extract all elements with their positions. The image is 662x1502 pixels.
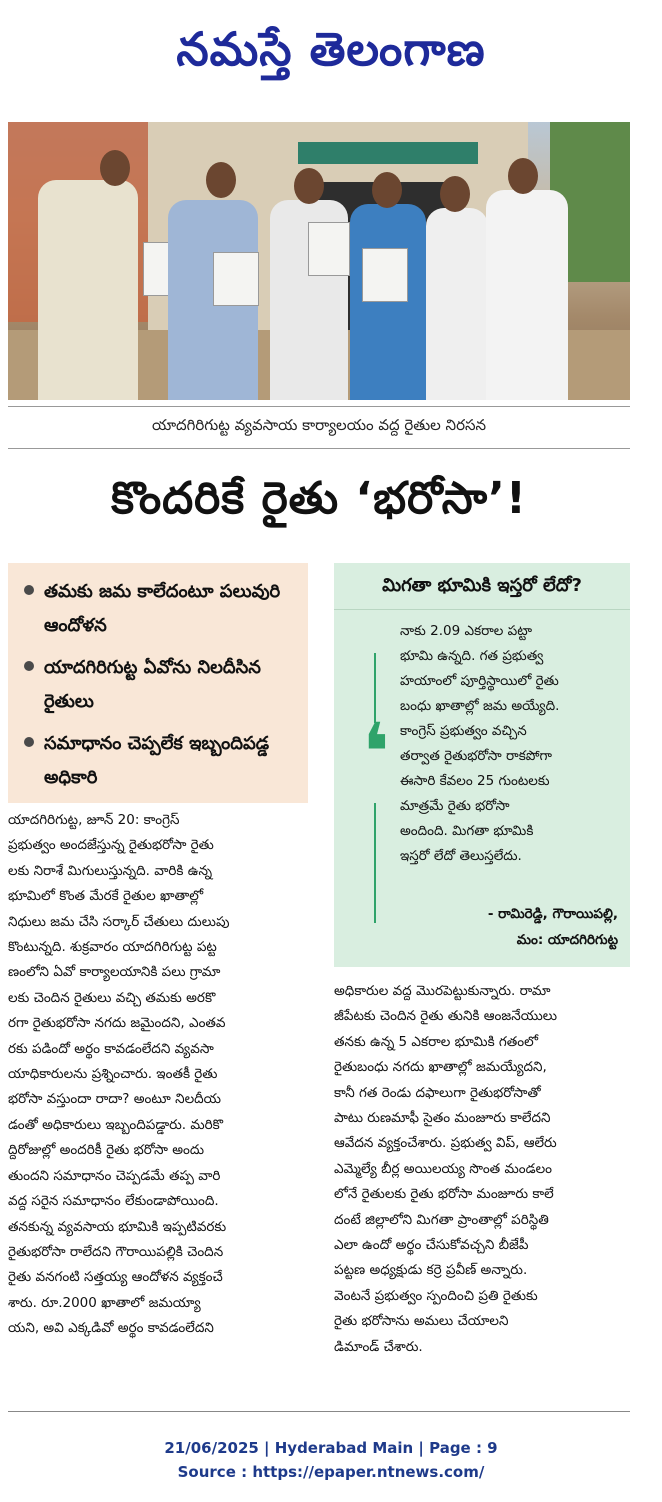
article-line: రైతు భరోసాను అమలు చేయాలని [334, 1313, 509, 1330]
article-line: లకు నిరాశే మిగులుస్తున్నది. వారికి ఉన్న [8, 862, 212, 879]
person-figure [38, 180, 138, 400]
bullet-icon [24, 585, 34, 595]
article-line: యని, అవి ఎక్కడివో అర్థం కావడంలేదని [8, 1320, 214, 1337]
article-line: రగా రైతుభరోసా నగదు జమైందని, ఎంతవ [8, 1015, 226, 1032]
article-line: రైతుబంధు నగదు ఖాతాల్లో జమయ్యేదని, [334, 1059, 547, 1076]
article-line: ప్రభుత్వం అందజేస్తున్న రైతుభరోసా రైతు [8, 837, 214, 854]
article-line: ఎలా ఉందో అర్థం చేసుకోవచ్చని బీజేపీ [334, 1237, 529, 1254]
article-line: శారు. రూ.2000 ఖాతాలో జమయ్యా [8, 1294, 201, 1311]
article-line: లోనే రైతులకు రైతు భరోసా మంజూరు కాలే [334, 1186, 554, 1203]
sidebar-line: కాంగ్రెస్ ప్రభుత్వం వచ్చిన [400, 723, 527, 739]
bullet-icon [24, 737, 34, 747]
person-figure [486, 190, 568, 400]
article-line: రైతుభరోసా రాలేదని గౌరాయిపల్లికి చెందిన [8, 1243, 224, 1260]
sidebar-line: భూమి ఉన్నది. గత ప్రభుత్వ [400, 648, 544, 664]
footer-rule [8, 1411, 630, 1412]
news-photo [8, 122, 630, 400]
person-figure [350, 204, 426, 400]
article-line: వద్ద సరైన సమాధానం లేకుండాపోయింది. [8, 1193, 219, 1210]
article-line: ఎమ్మెల్యే బీర్ల అయిలయ్య సొంత మండలం [334, 1160, 552, 1177]
article-line: ఆవేదన వ్యక్తంచేశారు. ప్రభుత్వ విప్, ఆలేరు [334, 1135, 557, 1152]
sidebar-line: ఈసారి కేవలం 25 గుంటలకు [400, 773, 550, 789]
article-line: పాటు రుణమాఫీ సైతం మంజూరు కాలేదని [334, 1110, 551, 1127]
article-line: డంతో అధికారులు ఇబ్బందిపడ్డారు. మరికొ [8, 1116, 224, 1133]
document-paper [308, 222, 350, 276]
article-line: యాధికారులను ప్రశ్నించారు. ఇంతకీ రైతు [8, 1066, 218, 1083]
bullet-icon [24, 661, 34, 671]
article-line: ణంలోని ఏవో కార్యాలయానికి పలు గ్రామా [8, 964, 221, 981]
signature-name: - రామిరెడ్డి, గౌరాయిపల్లి, [487, 906, 618, 922]
highlights-box [8, 563, 308, 803]
sidebar-line: తర్వాత రైతుభరోసా రాకపోగా [400, 748, 552, 764]
article-line: డిమాండ్ చేశారు. [334, 1338, 423, 1355]
quote-sidebar [334, 563, 630, 967]
sidebar-signature [368, 901, 618, 953]
footer-source: Source : https://epaper.ntnews.com/ [177, 1463, 485, 1481]
signature-place: మం: యాదగిరిగుట్ట [516, 932, 618, 948]
article-column-left [8, 808, 310, 1342]
page-footer [0, 1436, 662, 1484]
sidebar-line: ఇస్తరో లేదో తెలుస్తలేదు. [400, 848, 522, 864]
sidebar-line: మాత్రమే రైతు భరోసా [400, 798, 510, 814]
article-line: తుందని సమాధానం చెప్పడమే తప్ప వారి [8, 1167, 221, 1184]
quote-icon: ❛ [362, 706, 390, 799]
headline: కొందరికే రైతు ‘భరోసా’! [111, 473, 527, 524]
article-line: భరోసా వస్తుందా రాదా? అంటూ నిలదీయ [8, 1091, 222, 1108]
masthead [0, 0, 662, 110]
article-column-right [334, 979, 630, 1360]
photo-caption: యాదగిరిగుట్ట వ్యవసాయ కార్యాలయం వద్ద రైతుల నిరసన [151, 416, 487, 434]
highlight-item: తమకు జమ కాలేదంటూ పలువురి ఆందోళన [24, 575, 298, 643]
sidebar-title: మిగతా భూమికి ఇస్తరో లేదో? [334, 563, 630, 610]
article-line: రకు పడిందో అర్థం కావడంలేదని వ్యవసా [8, 1040, 214, 1057]
document-paper [213, 252, 259, 306]
sidebar-line: నాకు 2.09 ఎకరాల పట్టా [400, 623, 532, 639]
article-line: రైతు వనగంటి సత్తయ్య ఆందోళన వ్యక్తంచే [8, 1269, 223, 1286]
article-line: జీపేటకు చెందిన రైతు తునికి ఆంజనేయులు [334, 1008, 557, 1025]
article-line: కానీ గత రెండు దఫాలుగా రైతుభరోసాతో [334, 1084, 541, 1101]
article-line: అధికారుల వద్ద మొరపెట్టుకున్నారు. రామా [334, 983, 551, 999]
sidebar-body [400, 619, 622, 869]
article-line: తనకున్న వ్యవసాయ భూమికి ఇప్పటివరకు [8, 1218, 227, 1235]
newspaper-logo: నమస్తే తెలంగాణ [176, 22, 486, 76]
article-line: తనకు ఉన్న 5 ఎకరాల భూమికి గతంలో [334, 1033, 539, 1050]
person-figure [426, 208, 488, 400]
caption-rule-bottom [8, 448, 630, 449]
article-line: భూమిలో కొంత మేరకే రైతుల ఖాతాల్లో [8, 888, 204, 905]
article-line: పట్టణ అధ్యక్షుడు కర్రె ప్రవీణ్ అన్నారు. [334, 1262, 528, 1279]
article-line: లకు చెందిన రైతులు వచ్చి తమకు అరకొ [8, 989, 216, 1006]
article-line: కొంటున్నది. శుక్రవారం యాదగిరిగుట్ట పట్ట [8, 939, 217, 956]
footer-dateline: 21/06/2025 | Hyderabad Main | Page : 9 [164, 1439, 498, 1457]
sidebar-line: హయాంలో పూర్తిస్థాయిలో రైతు [400, 673, 559, 689]
highlight-item: సమాధానం చెప్పలేక ఇబ్బందిపడ్డ అధికారి [24, 727, 298, 795]
article-line: యాదగిరిగుట్ట, జూన్ 20: కాంగ్రెస్ [8, 812, 180, 828]
article-line: నిధులు జమ చేసి సర్కార్ చేతులు దులుపు [8, 913, 230, 930]
sidebar-line: బంధు ఖాతాల్లో జమ అయ్యేది. [400, 698, 560, 714]
caption-rule-top [8, 406, 630, 407]
article-line: దంటే జిల్లాలోని మిగతా ప్రాంతాల్లో పరిస్థితి [334, 1211, 549, 1228]
article-line: వెంటనే ప్రభుత్వం స్పందించి ప్రతి రైతుకు [334, 1287, 538, 1304]
sidebar-line: అందింది. మిగతా భూమికి [400, 823, 534, 839]
document-paper [362, 248, 408, 302]
article-line: ద్దిరోజుల్లో అందరికీ రైతు భరోసా అందు [8, 1142, 205, 1159]
highlight-item: యాదగిరిగుట్ట ఏవోను నిలదీసిన రైతులు [24, 651, 298, 719]
